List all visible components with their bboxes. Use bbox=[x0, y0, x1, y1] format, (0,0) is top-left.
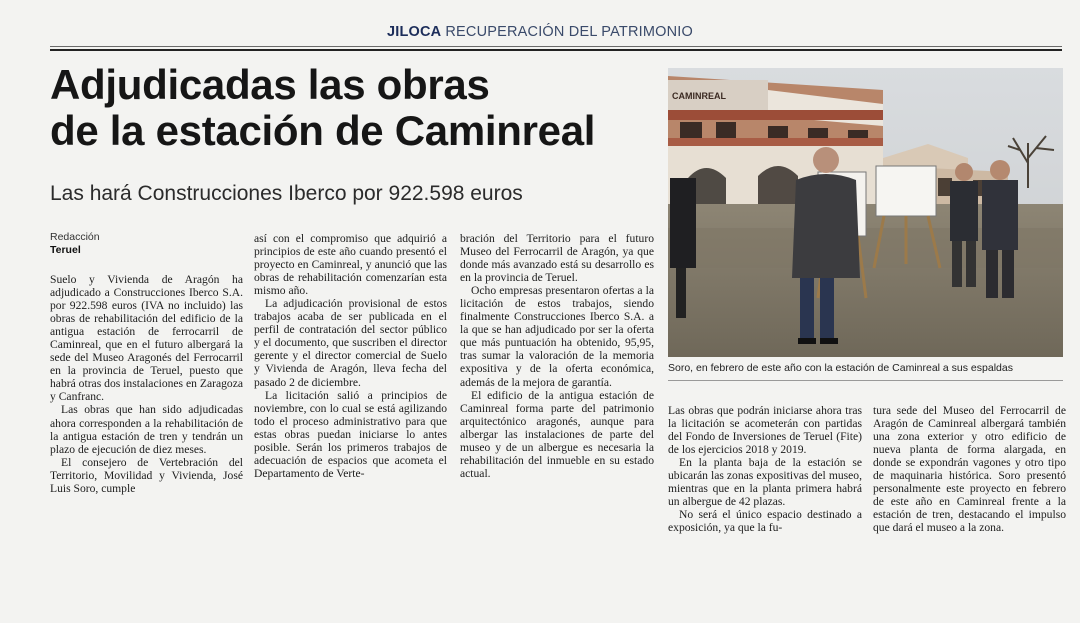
headline bbox=[50, 62, 650, 154]
paragraph: No será el único espacio destinado a exposición, ya que la fu- bbox=[668, 508, 862, 535]
headline-line-2: de la estación de Caminreal bbox=[50, 107, 596, 154]
paragraph: La licitación salió a principios de noviembre, con lo cual se está agilizando todo el proceso administrativo para que estas obras puedan iniciarse lo antes posible. Serán los primeros trabajos de adecuación de espacios que acometa el Departamento de Verte- bbox=[254, 388, 447, 480]
headline-line-1: Adjudicadas las obras bbox=[50, 61, 490, 108]
text-column-5 bbox=[873, 404, 1066, 534]
text-column-1 bbox=[50, 273, 243, 495]
paragraph: tura sede del Museo del Ferrocarril de Aragón de Caminreal albergará también una zona exterior y otro edificio de nueva planta de forma alargada, en donde se expondrán vagones y otro tipo de maquinaria histórica. Soro presentó personalmente este proyecto en febrero de este año en Caminreal frente a la estación de tren, destacando el impulso que dará el museo a la zona. bbox=[873, 404, 1066, 535]
text-column-3 bbox=[460, 232, 654, 480]
byline-author: Redacción bbox=[50, 231, 100, 243]
header-rule-thin bbox=[50, 46, 1062, 47]
text-column-2 bbox=[254, 232, 447, 480]
caption-rule bbox=[668, 380, 1063, 381]
subheadline: Las hará Construcciones Iberco por 922.598 euros bbox=[50, 182, 523, 205]
photo-caption: Soro, en febrero de este año con la estación de Caminreal a sus espaldas bbox=[668, 362, 1013, 374]
paragraph: bración del Territorio para el futuro Museo del Ferrocarril de Aragón, ya que donde más avanzado está su desarrollo es en la provincia de Teruel. bbox=[460, 232, 654, 285]
paragraph: La adjudicación provisional de estos trabajos acaba de ser publicada en el perfil de contratación del sector público y el documento, que suscriben el director gerente y el director comercial de Suelo y Vivienda de Aragón, lleva fecha del pasado 2 de diciembre. bbox=[254, 297, 447, 389]
paragraph: Suelo y Vivienda de Aragón ha adjudicado a Construcciones Iberco S.A. por 922.598 euros (IVA no incluido) las obras de rehabilitación del edificio de la antigua estación de ferrocarril de Caminreal, que en el futuro albergará la sede del Museo Aragonés del Ferrocarril en la provincia de Teruel, puesto que habrá otras dos instalaciones en Zaragoza y Canfranc. bbox=[50, 273, 243, 404]
paragraph: Las obras que podrán iniciarse ahora tras la licitación se acometerán con partidas del Fondo de Inversiones de Teruel (Fite) de los ejercicios 2018 y 2019. bbox=[668, 404, 862, 457]
section-header bbox=[0, 24, 1080, 40]
byline-city: Teruel bbox=[50, 244, 81, 256]
paragraph: El consejero de Vertebración del Territorio, Movilidad y Vivienda, José Luis Soro, cumple bbox=[50, 455, 243, 495]
paragraph: así con el compromiso que adquirió a principios de este año cuando presentó el proyecto en Caminreal, y anunció que las obras de rehabilitación comenzarían esta mismo año. bbox=[254, 232, 447, 298]
paragraph: Ocho empresas presentaron ofertas a la licitación de estos trabajos, siendo finalmente Construcciones Iberco S.A. a la que se han adjudicado por ser la oferta que más puntuación ha obtenido, 95,95, tras sumar la valoración de la memoria expositiva y de la oferta económica, además de la mejora de garantía. bbox=[460, 284, 654, 389]
station-photo bbox=[668, 68, 1063, 357]
byline bbox=[50, 231, 100, 257]
paragraph: El edificio de la antigua estación de Caminreal forma parte del patrimonio arquitectónico aragonés, aunque para albergar las instalaciones de parte del museo y de un albergue es necesaria la rehabilitación del inmueble en su estado actual. bbox=[460, 388, 654, 480]
text-column-4 bbox=[668, 404, 862, 534]
section-brand: JILOCA bbox=[386, 24, 442, 40]
header-rule-thick bbox=[50, 49, 1062, 51]
paragraph: Las obras que han sido adjudicadas ahora corresponden a la rehabilitación de la antigua estación de tren y tendrán un plazo de ejecución de diez meses. bbox=[50, 403, 243, 456]
section-title: RECUPERACIÓN DEL PATRIMONIO bbox=[445, 24, 693, 40]
paragraph: En la planta baja de la estación se ubicarán las zonas expositivas del museo, mientras que en la planta primera habrá un albergue de 42 plazas. bbox=[668, 456, 862, 509]
station-sign: CAMINREAL bbox=[672, 91, 726, 101]
